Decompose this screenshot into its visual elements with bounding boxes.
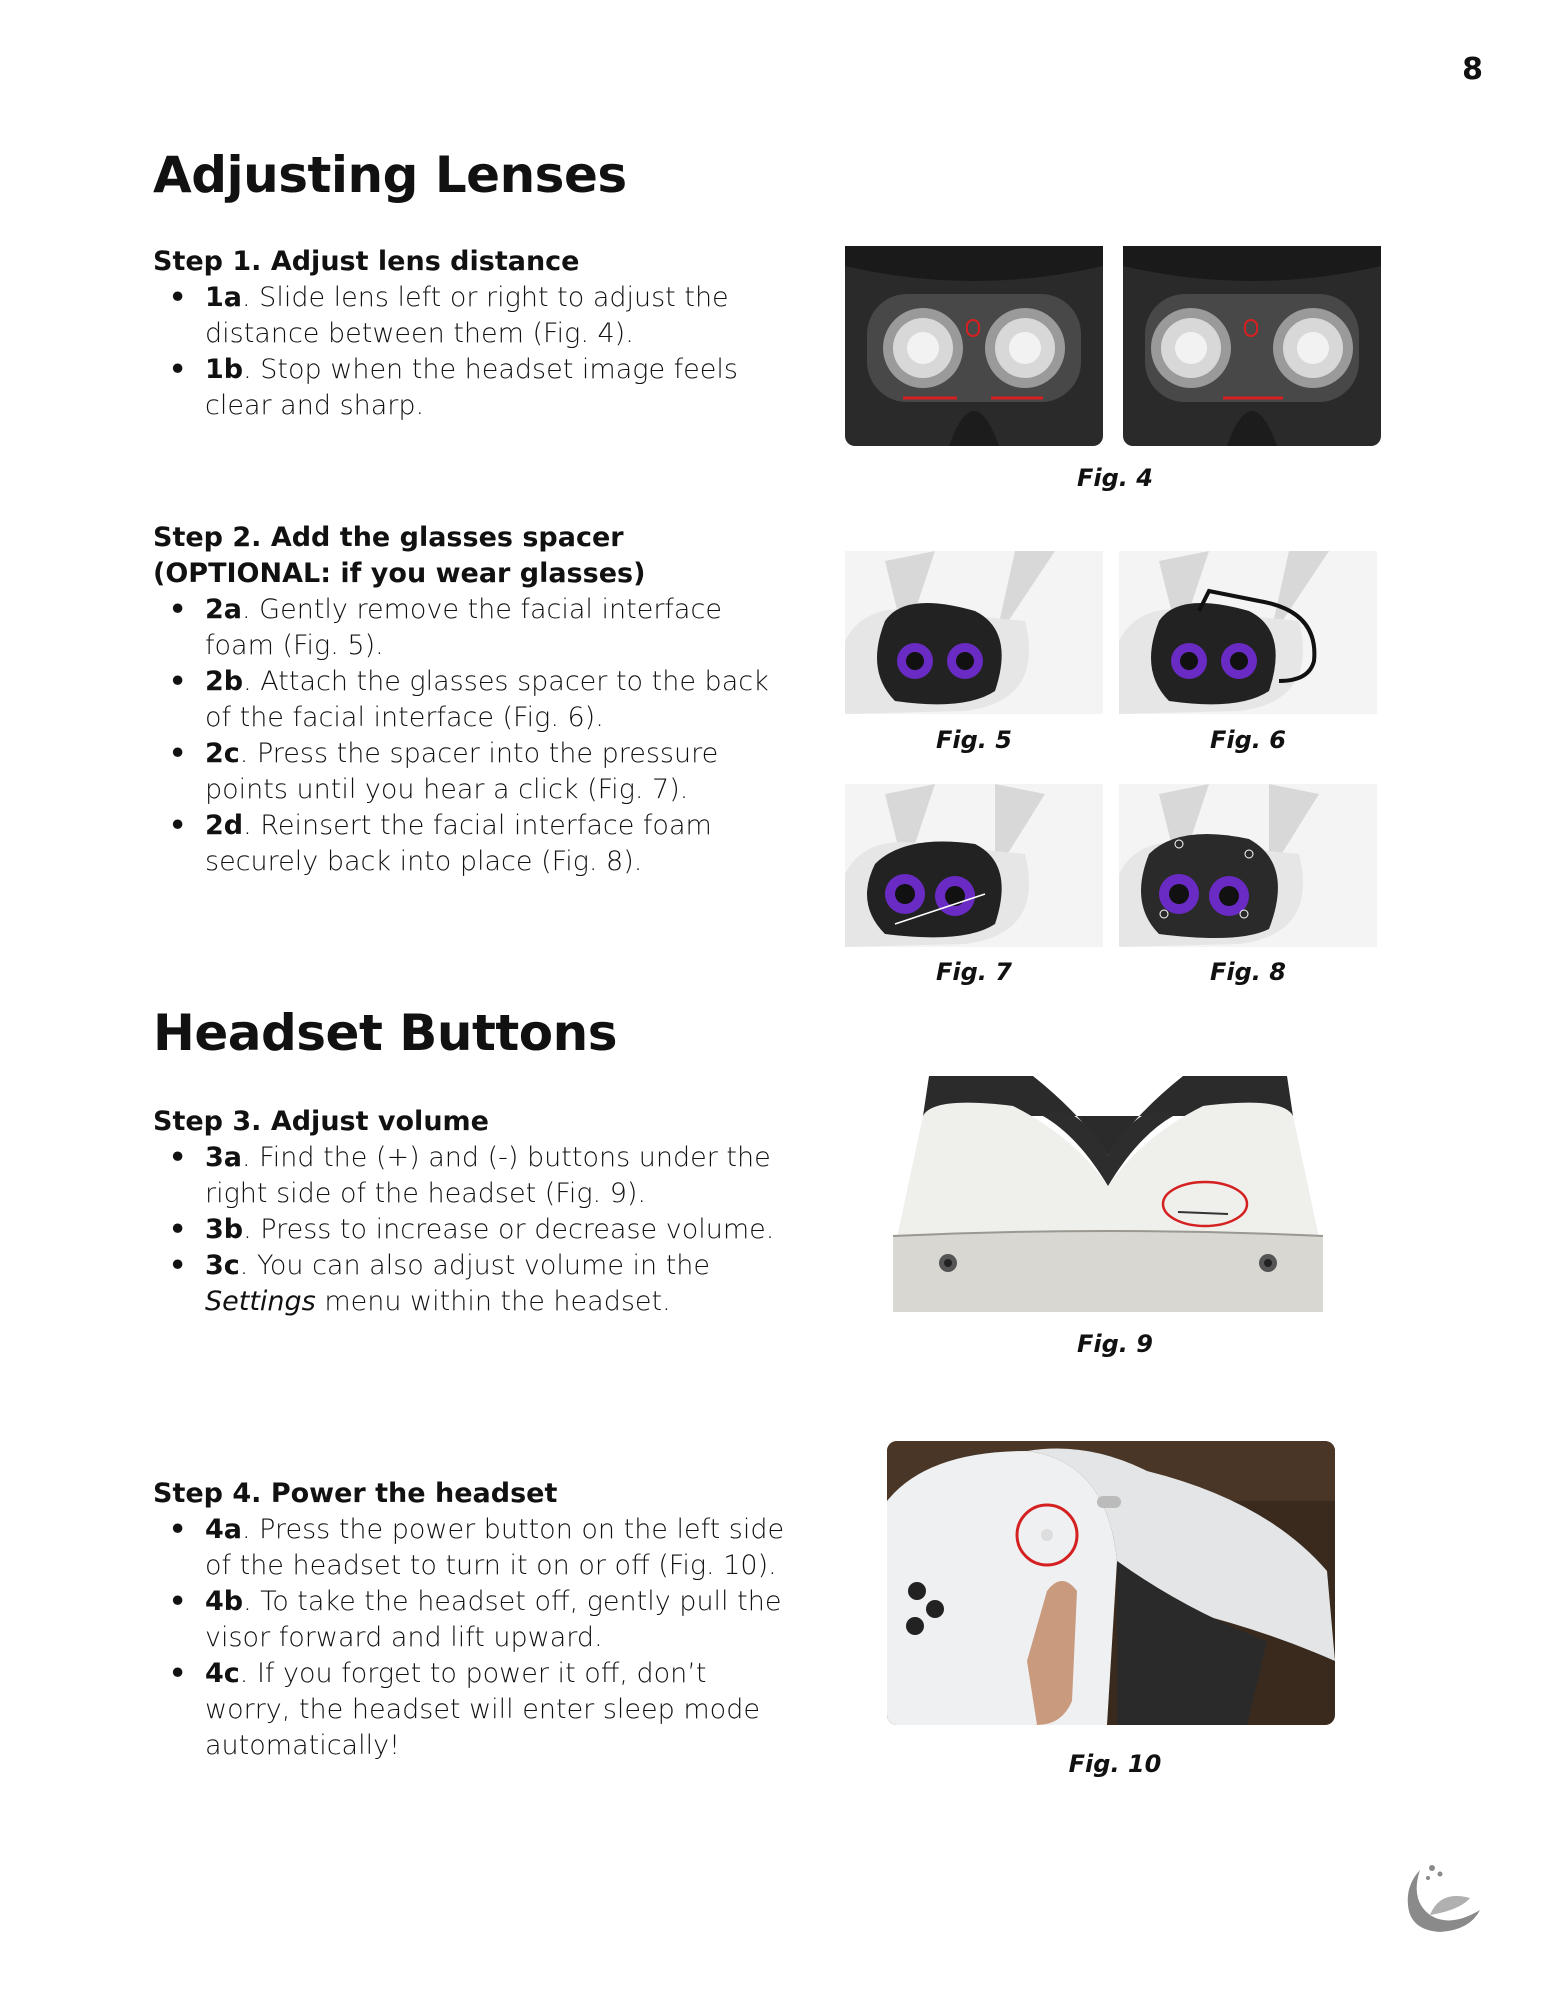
- item-label: 2a: [205, 594, 243, 625]
- step-4-block: [153, 1476, 793, 1764]
- item-text: . You can also adjust volume in the: [239, 1250, 711, 1281]
- list-item: [153, 1656, 793, 1764]
- fig-4-image: [845, 246, 1381, 446]
- section-title-adjusting-lenses: Adjusting Lenses: [153, 146, 627, 204]
- step-1-list: [153, 280, 793, 424]
- item-text: . Stop when the headset image feels clear and sharp.: [205, 354, 738, 421]
- item-text: . If you forget to power it off, don’t worry, the headset will enter sleep mode automatically!: [205, 1658, 760, 1761]
- fig-4-caption: Fig. 4: [1077, 464, 1153, 492]
- item-label: 4c: [205, 1658, 240, 1689]
- step-3-block: [153, 1104, 793, 1320]
- page-number: 8: [1462, 52, 1483, 87]
- item-text: . Press to increase or decrease volume.: [243, 1214, 775, 1245]
- item-text: . Press the spacer into the pressure points until you hear a click (Fig. 7).: [205, 738, 719, 805]
- item-text: . To take the headset off, gently pull the visor forward and lift upward.: [205, 1586, 782, 1653]
- fig-10-caption: Fig. 10: [1068, 1750, 1162, 1778]
- fig-7-image: [845, 784, 1103, 947]
- step-2-block: [153, 520, 793, 880]
- item-label: 1a: [205, 282, 243, 313]
- fig-10-image: [887, 1441, 1335, 1725]
- step-4-list: [153, 1512, 793, 1764]
- fig-8-caption: Fig. 8: [1210, 958, 1286, 986]
- item-label: 2c: [205, 738, 240, 769]
- step-2-subtitle: (OPTIONAL: if you wear glasses): [153, 558, 646, 589]
- step-1-block: [153, 244, 793, 424]
- fig-5-image: [845, 551, 1103, 714]
- list-item: [153, 592, 793, 664]
- fig-9-caption: Fig. 9: [1077, 1330, 1153, 1358]
- list-item: [153, 1248, 793, 1320]
- list-item: [153, 280, 793, 352]
- fig-8-image: [1119, 784, 1377, 947]
- list-item: [153, 808, 793, 880]
- step-2-title: Step 2. Add the glasses spacer: [153, 522, 624, 553]
- section-title-headset-buttons: Headset Buttons: [153, 1004, 617, 1062]
- list-item: [153, 664, 793, 736]
- item-label: 2d: [205, 810, 244, 841]
- list-item: [153, 352, 793, 424]
- item-text: . Slide lens left or right to adjust the distance between them (Fig. 4).: [205, 282, 729, 349]
- list-item: [153, 1140, 793, 1212]
- item-label: 3c: [205, 1250, 240, 1281]
- fig-6-image: [1119, 551, 1377, 714]
- list-item: [153, 1584, 793, 1656]
- list-item: [153, 1512, 793, 1584]
- item-text: menu within the headset.: [315, 1286, 671, 1317]
- item-text: . Reinsert the facial interface foam securely back into place (Fig. 8).: [205, 810, 712, 877]
- item-label: 2b: [205, 666, 244, 697]
- item-label: 3b: [205, 1214, 244, 1245]
- step-1-title: Step 1. Adjust lens distance: [153, 246, 580, 277]
- item-text: . Gently remove the facial interface foam (Fig. 5).: [205, 594, 722, 661]
- step-4-title: Step 4. Power the headset: [153, 1478, 558, 1509]
- step-3-title: Step 3. Adjust volume: [153, 1106, 489, 1137]
- fig-7-caption: Fig. 7: [936, 958, 1012, 986]
- list-item: [153, 736, 793, 808]
- fig-5-caption: Fig. 5: [936, 726, 1012, 754]
- item-label: 4b: [205, 1586, 244, 1617]
- item-text: . Press the power button on the left side of the headset to turn it on or off (Fig. 10).: [205, 1514, 785, 1581]
- item-label: 1b: [205, 354, 244, 385]
- step-2-list: [153, 592, 793, 880]
- item-text: . Attach the glasses spacer to the back of the facial interface (Fig. 6).: [205, 666, 769, 733]
- fig-9-image: [893, 1076, 1323, 1312]
- fig-6-caption: Fig. 6: [1210, 726, 1286, 754]
- whale-logo-icon: [1400, 1860, 1490, 1940]
- item-italic: Settings: [205, 1286, 316, 1317]
- item-text: . Find the (+) and (-) buttons under the right side of the headset (Fig. 9).: [205, 1142, 771, 1209]
- item-label: 3a: [205, 1142, 243, 1173]
- step-3-list: [153, 1140, 793, 1320]
- item-label: 4a: [205, 1514, 243, 1545]
- list-item: [153, 1212, 793, 1248]
